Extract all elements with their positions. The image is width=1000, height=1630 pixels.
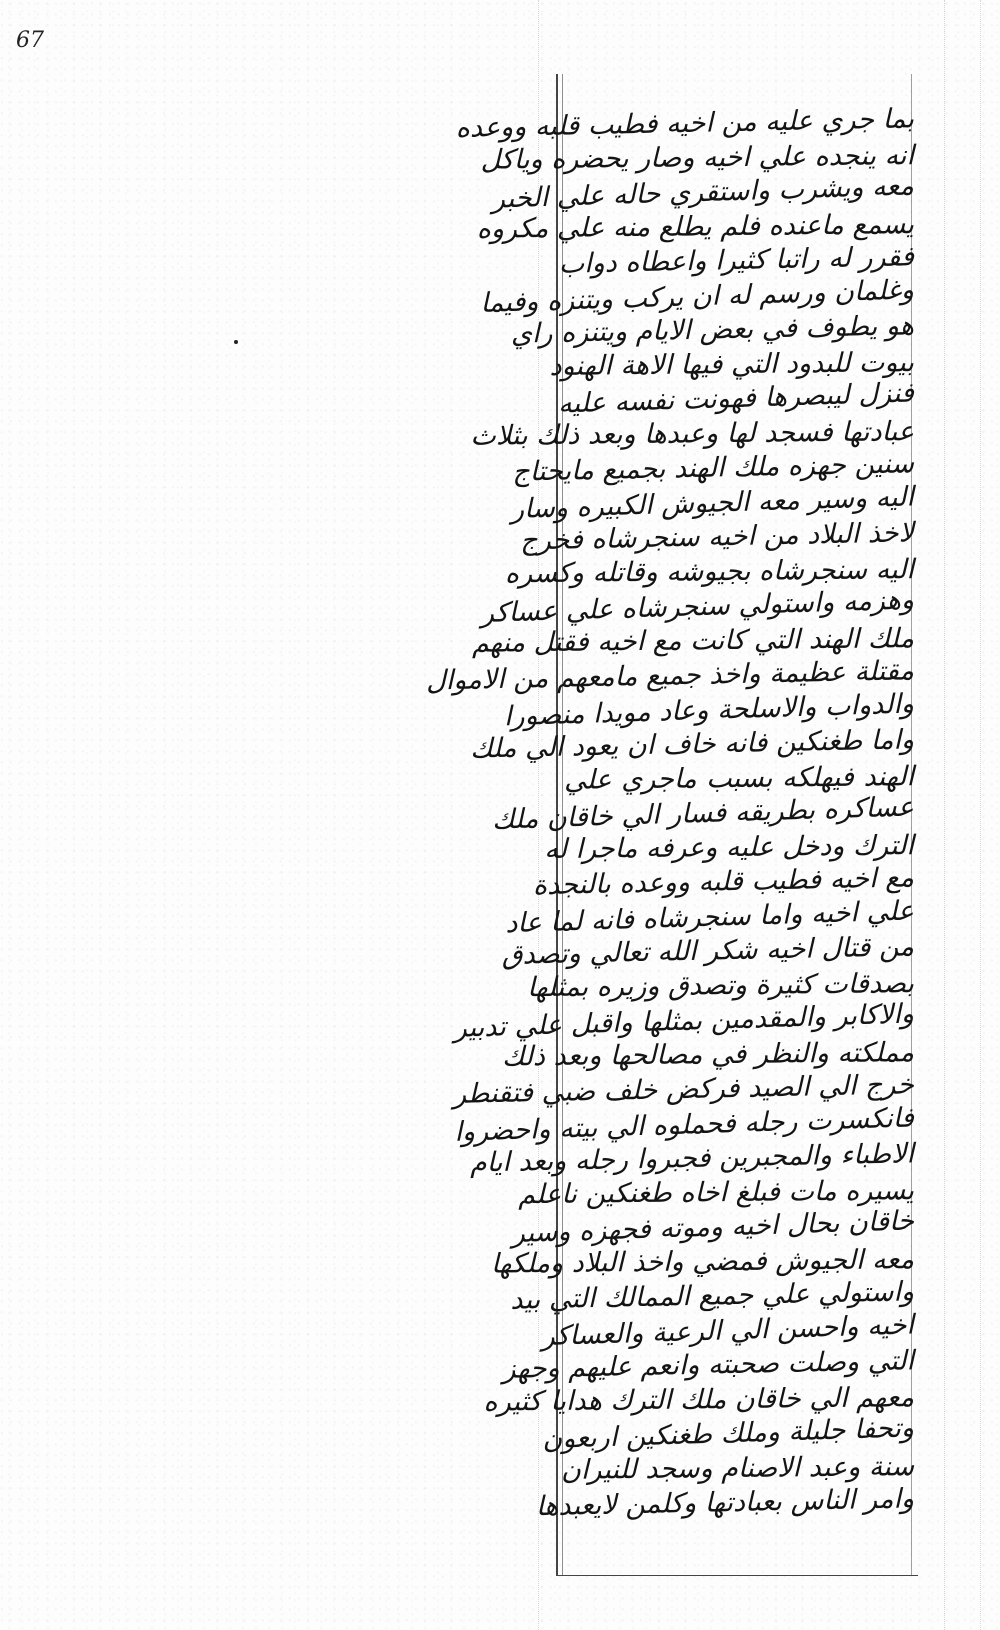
manuscript-line: يسيره مات فبلغ اخاه طغنكين ناعلم: [518, 1174, 915, 1210]
manuscript-line: يسمع ماعنده فلم يطلع منه علي مكروه: [476, 208, 915, 245]
manuscript-line: لاخذ البلاد من اخيه سنجرشاه فخرج: [519, 517, 915, 557]
manuscript-line: وامر الناس بعبادتها وكلمن لايعبدها: [535, 1483, 915, 1523]
ink-speck: [234, 340, 238, 344]
manuscript-line: وهزمه واستولي سنجرشاه علي عساكر: [480, 584, 915, 630]
manuscript-line: هو يطوف في بعض الايام ويتنزه راي: [510, 310, 915, 350]
manuscript-line: واما طغنكين فانه خاف ان يعود الي ملك: [469, 724, 915, 765]
manuscript-line: الهند فيهلكه بسبب ماجري علي: [563, 760, 915, 796]
manuscript-line: سنين جهزه ملك الهند بجميع مايحتاج: [511, 448, 915, 488]
manuscript-line: ملك الهند التي كانت مع اخيه فقتل منهم: [471, 622, 915, 659]
manuscript-line: من قتال اخيه شكر الله تعالي وتصدق: [501, 931, 915, 971]
manuscript-line: اليه سنجرشاه بجيوشه وقاتله وكسره: [504, 553, 915, 589]
bottom-rule: [556, 1575, 918, 1577]
manuscript-line: خرج الي الصيد فركض خلف ضبي فتقنطر: [452, 1069, 915, 1110]
manuscript-line: الاطباء والمجبرين فجبروا رجله وبعد ايام: [469, 1138, 915, 1179]
manuscript-line: وغلمان ورسم له ان يركب ويتنزه وفيما: [480, 273, 915, 319]
manuscript-line: وتحفا جليلة وملك طغنكين اربعون: [541, 1412, 915, 1456]
manuscript-line: مقتلة عظيمة واخذ جميع مامعهم من الاموال: [425, 655, 915, 697]
page-number: 67: [16, 28, 44, 53]
manuscript-line: بما جري عليه من اخيه فطيب قلبه ووعده: [455, 103, 915, 144]
manuscript-line: معه ويشرب واستقري حاله علي الخبر: [491, 170, 915, 215]
manuscript-line: فقرر له راتبا كثيرا واعطاه دواب: [558, 241, 915, 280]
manuscript-line: اخيه واحسن الي الرعية والعساكر: [541, 1308, 915, 1352]
manuscript-line: انه ينجده علي اخيه وصار يحضره وياكل: [480, 139, 915, 176]
manuscript-line: فانكسرت رجله فحملوه الي بيته واحضروا: [454, 1101, 915, 1148]
manuscript-line: واستولي علي جميع الممالك التي بيد: [510, 1276, 915, 1316]
manuscript-line: سنة وعبد الاصنام وسجد للنيران: [560, 1450, 915, 1486]
manuscript-line: معه الجيوش فمضي واخذ البلاد وملكها: [490, 1243, 915, 1280]
manuscript-line: والاكابر والمقدمين بمثلها واقبل علي تدبير: [453, 998, 915, 1044]
manuscript-line: والدواب والاسلحة وعاد مويدا منصورا: [503, 687, 915, 732]
scan-guide-line: [944, 0, 945, 1630]
manuscript-line: مملكته والنظر في مصالحها وبعد ذلك: [501, 1036, 915, 1072]
manuscript-line: معهم الي خاقان ملك الترك هدايا كثيره: [483, 1381, 915, 1418]
manuscript-line: التي وصلت صحبته وانعم عليهم وجهز: [502, 1345, 915, 1385]
manuscript-text-column: [425, 103, 918, 1523]
manuscript-line: فنزل ليبصرها فهونت نفسه عليه: [557, 377, 915, 420]
manuscript-line: عبادتها فسجد لها وعبدها وبعد ذلك بثلاث: [470, 415, 915, 452]
manuscript-line: بصدقات كثيرة وتصدق وزيره بمثلها: [527, 967, 915, 1003]
manuscript-line: مع اخيه فطيب قلبه ووعده بالنجدة: [532, 862, 915, 902]
scan-guide-line: [980, 0, 981, 1630]
manuscript-line: علي اخيه واما سنجرشاه فانه لما عاد: [504, 894, 915, 939]
manuscript-line: عساكره بطريقه فسار الي خاقان ملك: [491, 791, 915, 836]
manuscript-line: خاقان بحال اخيه وموته فجهزه وسير: [511, 1205, 915, 1250]
manuscript-line: الترك ودخل عليه وعرفه ماجرا له: [544, 829, 915, 865]
manuscript-line: اليه وسير معه الجيوش الكبيره وسار: [510, 480, 915, 525]
manuscript-line: بيوت للبدود التي فيها الاهة الهنود: [549, 346, 915, 382]
